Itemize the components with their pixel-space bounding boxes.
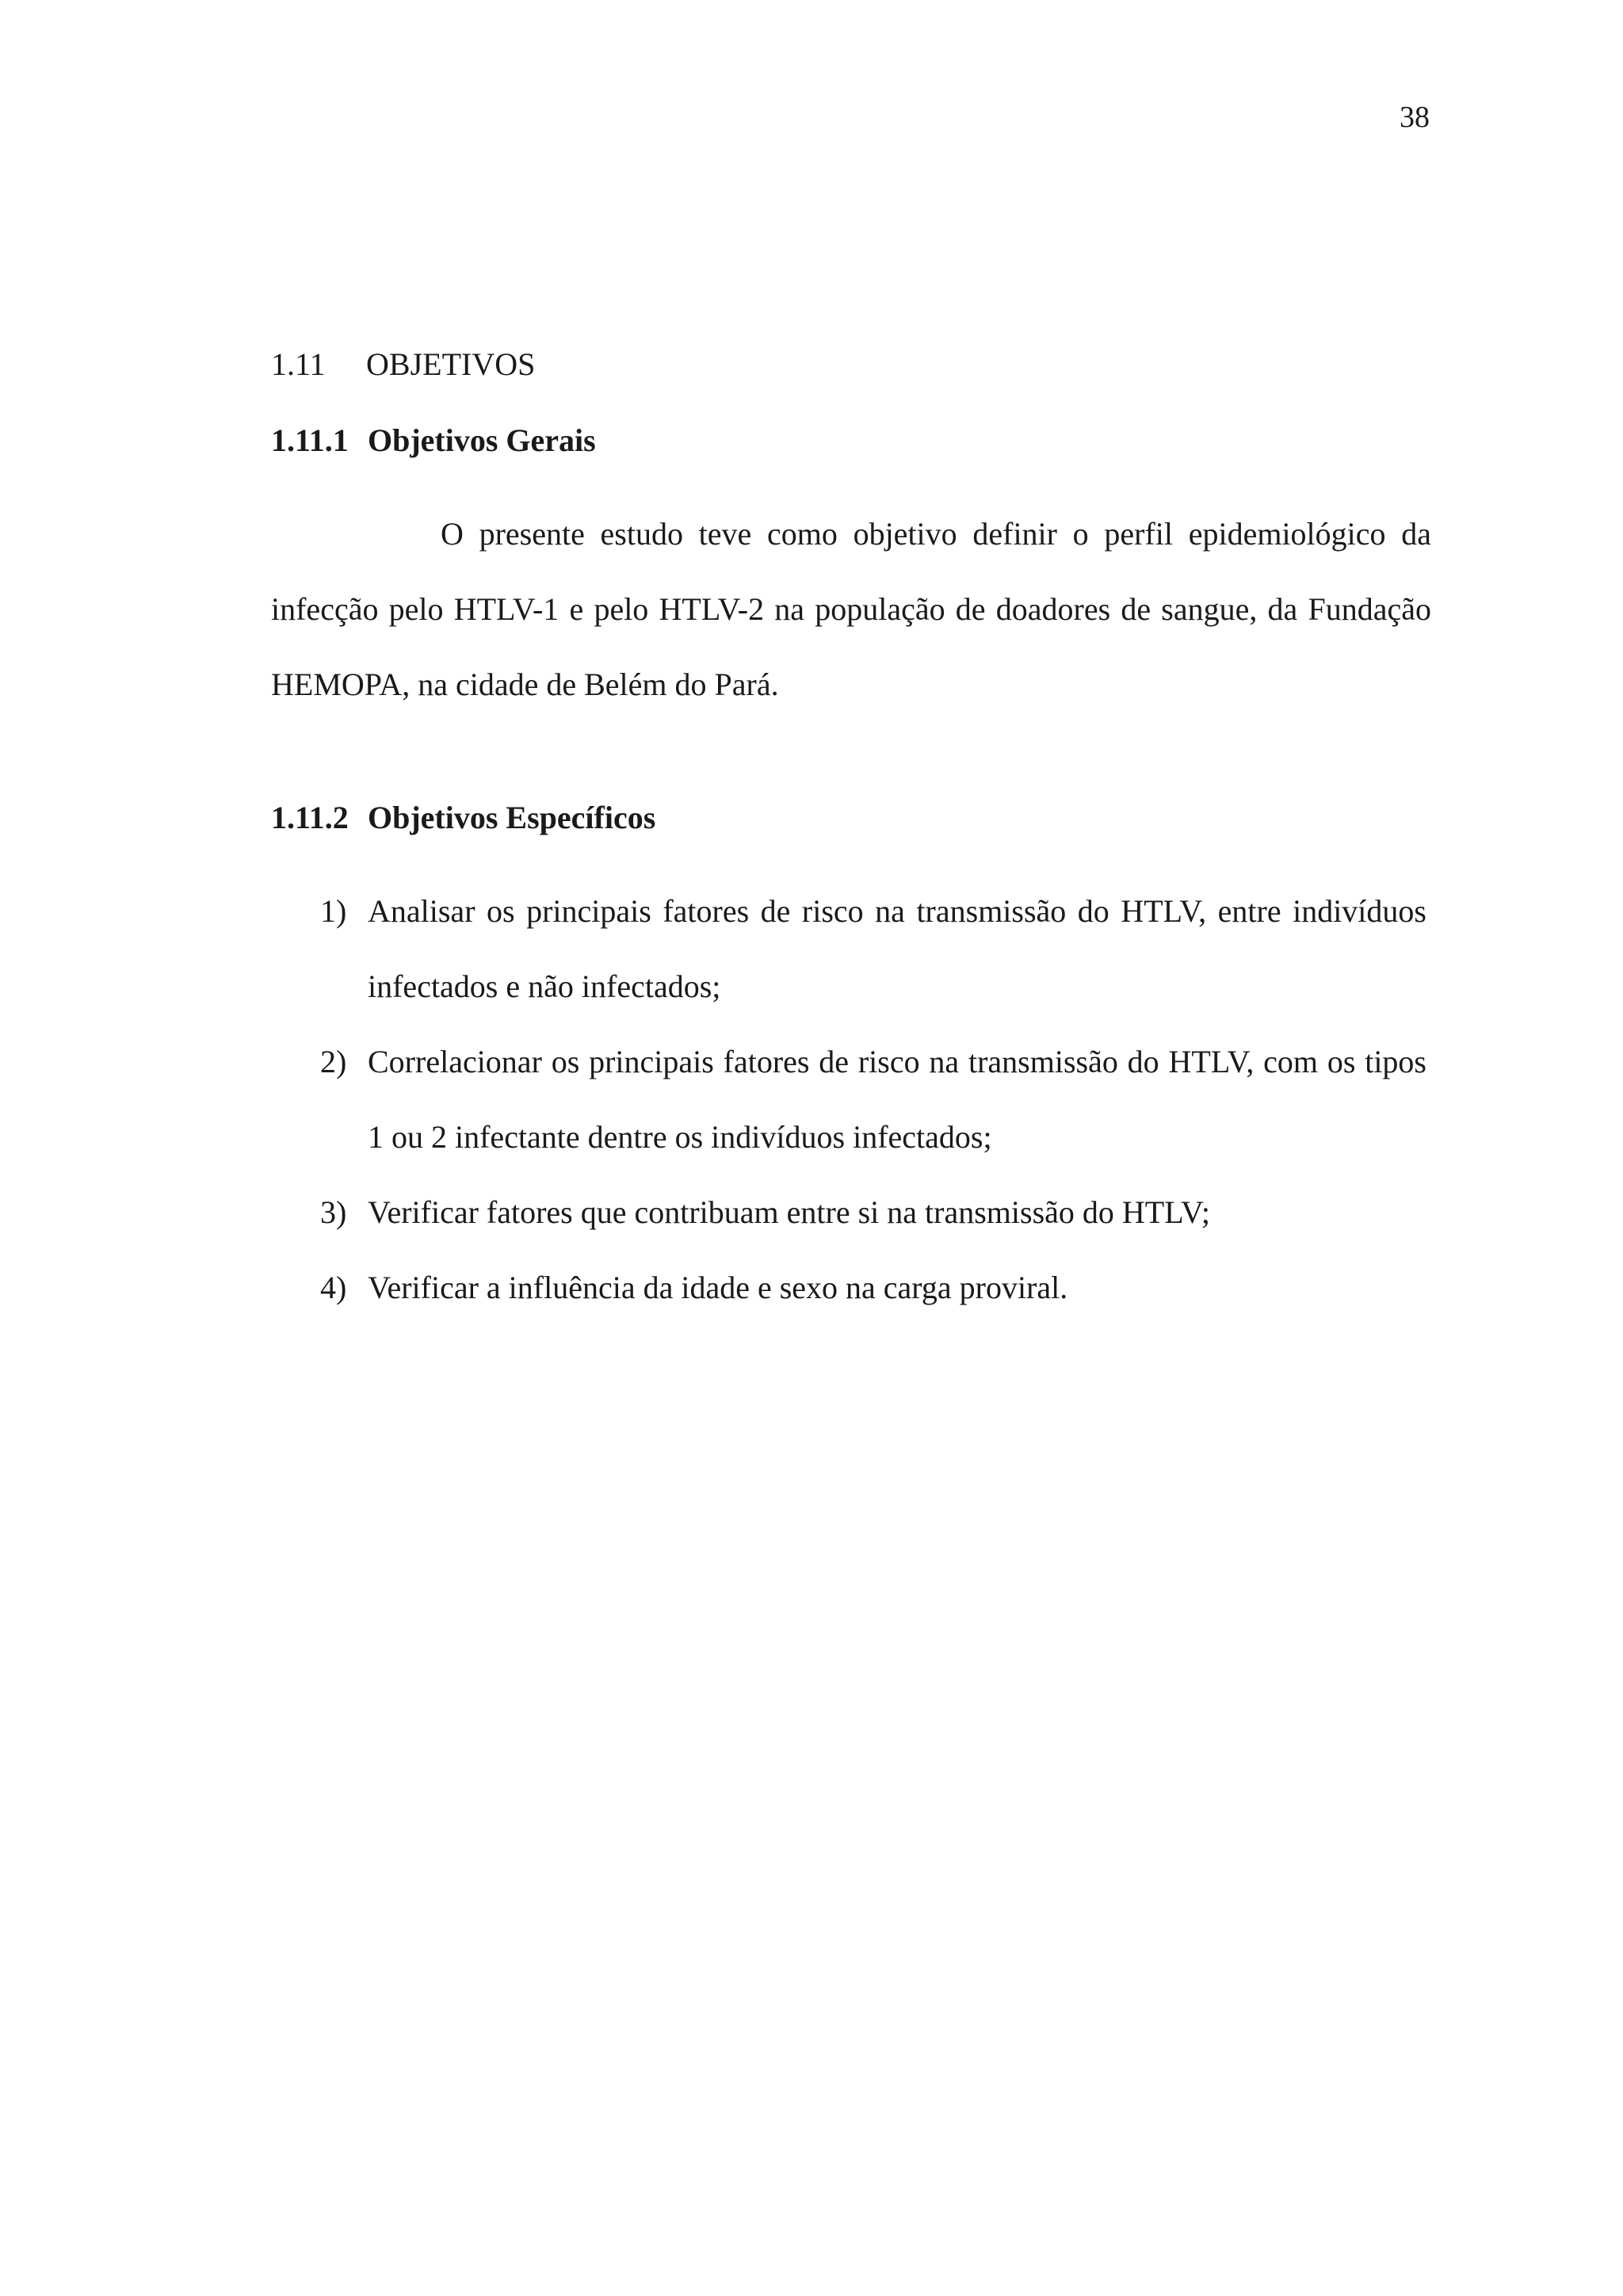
section-heading (271, 346, 535, 384)
specific-objectives-heading (271, 799, 655, 837)
general-objectives-title: Objetivos Gerais (368, 422, 596, 458)
list-item-marker: 1) (320, 893, 347, 929)
section-number: 1.11 (271, 346, 326, 382)
list-item-text: Analisar os principais fatores de risco na transmissão do HTLV, entre indivíduos infectados e não infectados; (368, 893, 1426, 1004)
general-objectives-heading (271, 422, 596, 460)
general-objectives-number: 1.11.1 (271, 422, 349, 458)
specific-objectives-list (271, 873, 1426, 1325)
list-item-text: Verificar a influência da idade e sexo na carga proviral. (368, 1270, 1068, 1305)
list-item (271, 1250, 1426, 1325)
list-item-marker: 4) (320, 1270, 347, 1305)
specific-objectives-title: Objetivos Específicos (368, 800, 656, 835)
specific-objectives-number: 1.11.2 (271, 800, 349, 835)
list-item (271, 873, 1426, 1024)
list-item-marker: 2) (320, 1044, 347, 1079)
section-title: OBJETIVOS (366, 346, 536, 382)
list-item-text: Correlacionar os principais fatores de risco na transmissão do HTLV, com os tipos 1 ou 2 infectante dentre os indivíduos infectados; (368, 1044, 1426, 1155)
list-item-marker: 3) (320, 1194, 347, 1230)
list-item (271, 1024, 1426, 1175)
list-item (271, 1175, 1426, 1250)
general-objectives-paragraph: O presente estudo teve como objetivo definir o perfil epidemiológico da infecção pelo HTLV-1 e pelo HTLV-2 na população de doadores de sangue, da Fundação HEMOPA, na cidade de Belém do Pará. (271, 516, 1431, 702)
list-item-text: Verificar fatores que contribuam entre si na transmissão do HTLV; (368, 1194, 1211, 1230)
page-number: 38 (1400, 101, 1430, 134)
